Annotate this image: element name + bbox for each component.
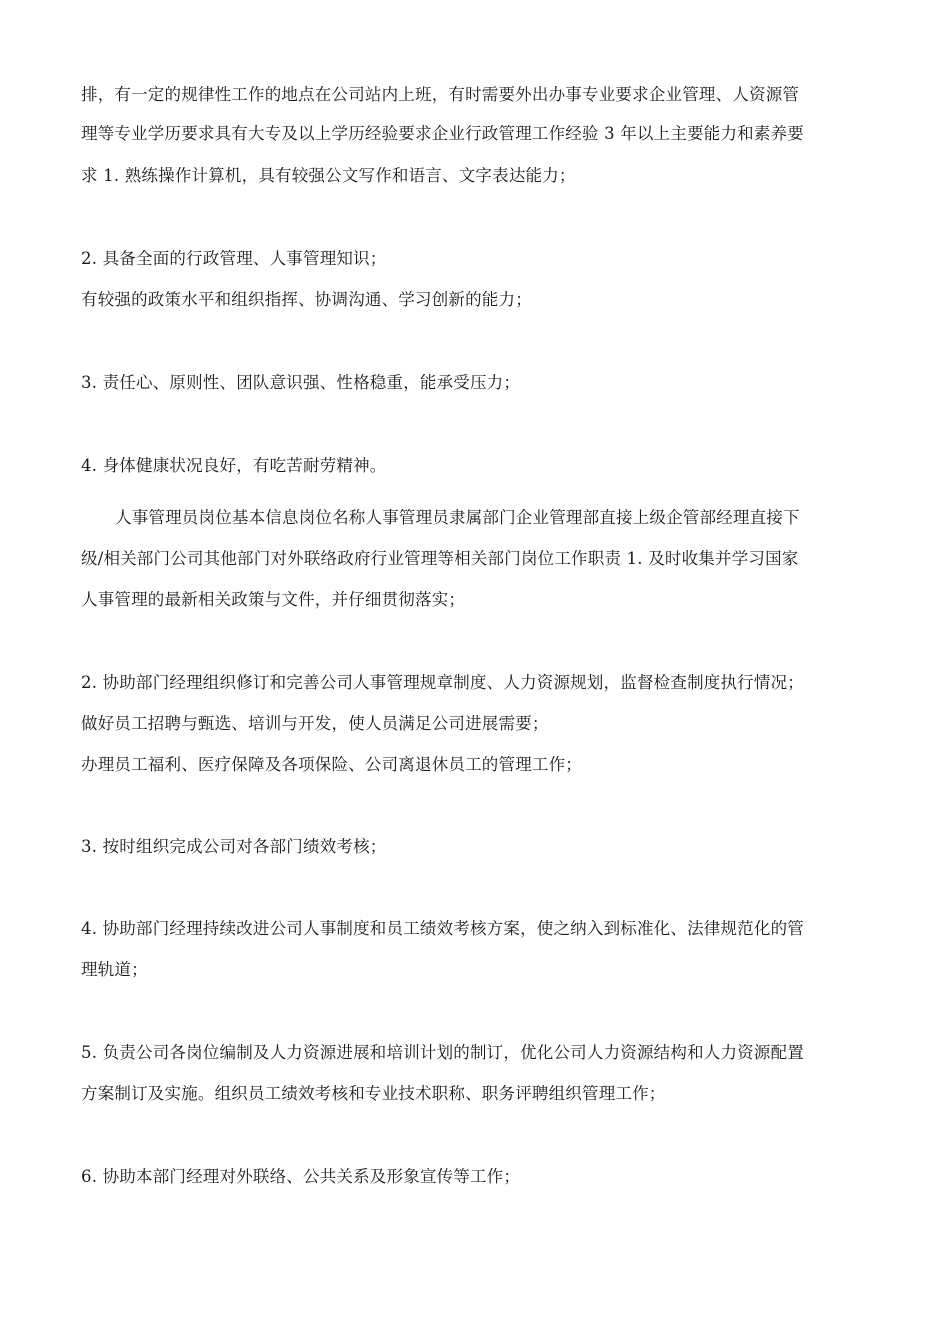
paragraph-line: 办理员工福利、医疗保障及各项保险、公司离退休员工的管理工作； xyxy=(81,755,582,774)
paragraph-line: 排，有一定的规律性工作的地点在公司站内上班，有时需要外出办事专业要求企业管理、人资源管 xyxy=(81,85,800,104)
paragraph-line: 理轨道； xyxy=(81,960,148,979)
paragraph-line: 级/相关部门公司其他部门对外联络政府行业管理等相关部门岗位工作职责 1. 及时收集并学习国家 xyxy=(81,549,799,568)
list-item: 2. 协助部门经理组织修订和完善公司人事管理规章制度、人力资源规划，监督检查制度执行情况； xyxy=(81,673,804,692)
list-item: 6. 协助本部门经理对外联络、公共关系及形象宣传等工作； xyxy=(81,1167,521,1186)
paragraph-line: 做好员工招聘与甄选、培训与开发，使人员满足公司进展需要； xyxy=(81,714,549,733)
paragraph-line: 人事管理员岗位基本信息岗位名称人事管理员隶属部门企业管理部直接上级企管部经理直接下 xyxy=(115,508,800,527)
list-item: 4. 身体健康状况良好，有吃苦耐劳精神。 xyxy=(81,456,387,475)
list-item: 4. 协助部门经理持续改进公司人事制度和员工绩效考核方案，使之纳入到标准化、法律规范化的管 xyxy=(81,919,804,938)
paragraph-line: 有较强的政策水平和组织指挥、协调沟通、学习创新的能力； xyxy=(81,290,532,309)
list-item: 3. 责任心、原则性、团队意识强、性格稳重，能承受压力； xyxy=(81,373,521,392)
paragraph-line: 方案制订及实施。组织员工绩效考核和专业技术职称、职务评聘组织管理工作； xyxy=(81,1084,666,1103)
list-item: 2. 具备全面的行政管理、人事管理知识； xyxy=(81,249,387,268)
paragraph-line: 求 1. 熟练操作计算机，具有较强公文写作和语言、文字表达能力； xyxy=(81,166,576,185)
list-item: 3. 按时组织完成公司对各部门绩效考核； xyxy=(81,837,387,856)
list-item: 5. 负责公司各岗位编制及人力资源进展和培训计划的制订，优化公司人力资源结构和人力资源配置 xyxy=(81,1043,804,1062)
paragraph-line: 理等专业学历要求具有大专及以上学历经验要求企业行政管理工作经验 3 年以上主要能力和素养要 xyxy=(81,124,804,143)
paragraph-line: 人事管理的最新相关政策与文件，并仔细贯彻落实； xyxy=(81,590,466,609)
